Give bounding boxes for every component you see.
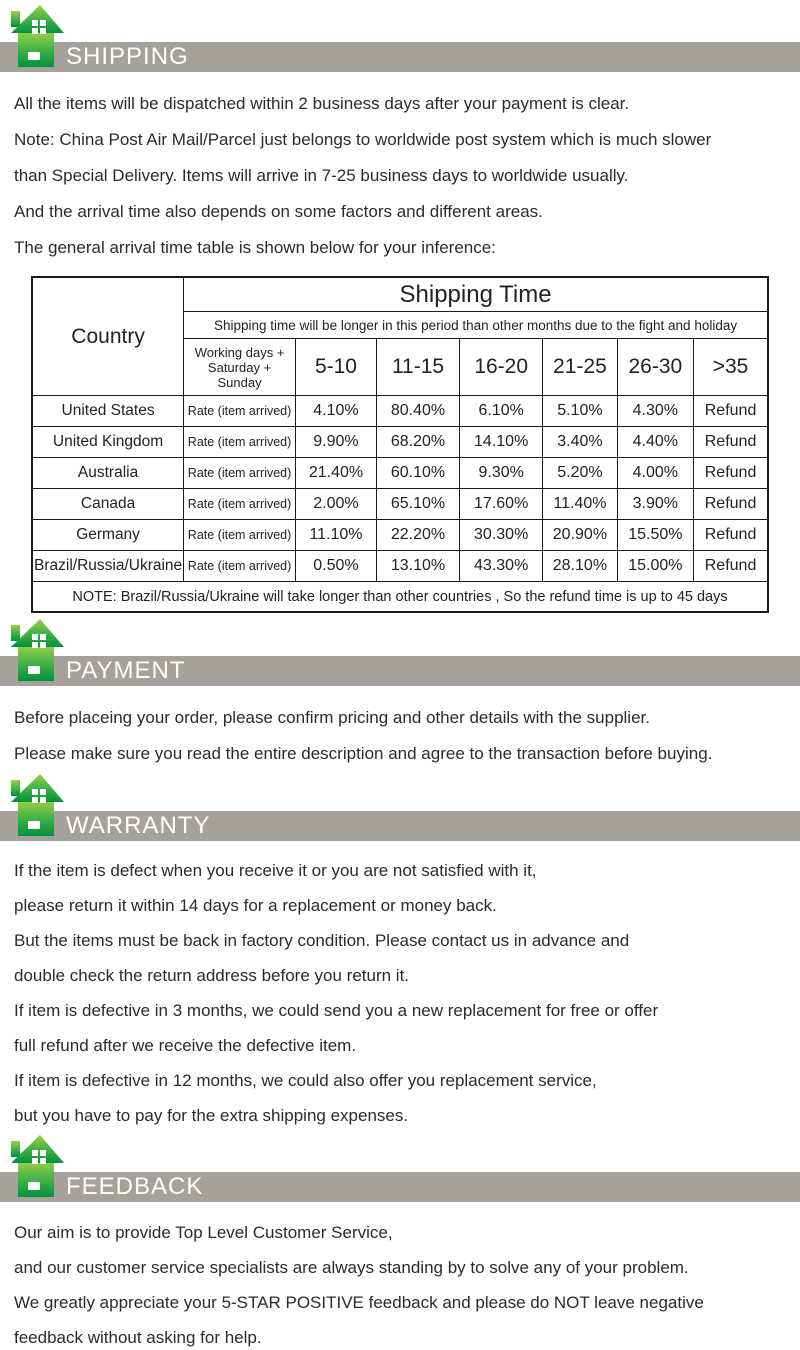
rate-value-cell: 4.40% (617, 427, 694, 458)
country-cell: Germany (32, 520, 184, 551)
table-subtitle-cell: Shipping time will be longer in this period than other months due to the fight and holiday (184, 312, 768, 339)
rate-value-cell: 14.10% (460, 427, 543, 458)
day-range-cell: 11-15 (376, 339, 459, 396)
rate-value-cell: 65.10% (376, 489, 459, 520)
paragraph-line: feedback without asking for help. (14, 1328, 262, 1347)
country-header-cell: Country (32, 277, 184, 396)
feedback-banner (0, 1172, 800, 1202)
rate-value-cell: 21.40% (295, 458, 376, 489)
table-header-row (32, 277, 768, 312)
rate-value-cell: 13.10% (376, 551, 459, 582)
rate-value-cell: 20.90% (543, 520, 617, 551)
table-row (32, 427, 768, 458)
paragraph-line: We greatly appreciate your 5-STAR POSITIVE feedback and please do NOT leave negative (14, 1293, 704, 1312)
warranty-banner (0, 811, 800, 841)
paragraph-line: The general arrival time table is shown below for your inference: (14, 238, 496, 257)
table-row (32, 396, 768, 427)
rate-value-cell: 4.30% (617, 396, 694, 427)
rate-value-cell: 22.20% (376, 520, 459, 551)
shipping-time-table (31, 276, 769, 613)
house-icon (8, 773, 65, 839)
refund-cell: Refund (694, 427, 768, 458)
shipping-banner (0, 42, 800, 72)
paragraph-line: And the arrival time also depends on some factors and different areas. (14, 202, 543, 221)
section-title-feedback: FEEDBACK (66, 1173, 204, 1200)
section-title-shipping: SHIPPING (66, 43, 189, 70)
rate-value-cell: 3.90% (617, 489, 694, 520)
rate-label-cell: Rate (item arrived) (184, 458, 296, 489)
working-days-header-cell: Working days + Saturday + Sunday (184, 339, 296, 396)
table-row (32, 489, 768, 520)
section-payment (0, 656, 800, 772)
rate-value-cell: 80.40% (376, 396, 459, 427)
rate-value-cell: 15.00% (617, 551, 694, 582)
rate-label-cell: Rate (item arrived) (184, 396, 296, 427)
house-icon (8, 4, 65, 70)
paragraph-line: full refund after we receive the defective item. (14, 1036, 357, 1055)
warranty-paragraphs (0, 841, 800, 1133)
table-row (32, 458, 768, 489)
country-cell: United Kingdom (32, 427, 184, 458)
paragraph-line: If item is defective in 3 months, we could send you a new replacement for free or offer (14, 1001, 659, 1020)
house-icon (8, 618, 65, 684)
rate-value-cell: 68.20% (376, 427, 459, 458)
paragraph-line: please return it within 14 days for a replacement or money back. (14, 896, 497, 915)
rate-value-cell: 4.00% (617, 458, 694, 489)
refund-cell: Refund (694, 396, 768, 427)
section-shipping (0, 42, 800, 613)
rate-label-cell: Rate (item arrived) (184, 520, 296, 551)
paragraph-line: Before placeing your order, please confirm pricing and other details with the supplier. (14, 708, 650, 727)
section-warranty (0, 811, 800, 1133)
rate-value-cell: 0.50% (295, 551, 376, 582)
table-row (32, 520, 768, 551)
rate-value-cell: 2.00% (295, 489, 376, 520)
house-icon (8, 1134, 65, 1200)
paragraph-line: Our aim is to provide Top Level Customer Service, (14, 1223, 393, 1242)
rate-value-cell: 9.30% (460, 458, 543, 489)
feedback-paragraphs (0, 1202, 800, 1350)
payment-banner (0, 656, 800, 686)
rate-value-cell: 6.10% (460, 396, 543, 427)
rate-value-cell: 30.30% (460, 520, 543, 551)
rate-value-cell: 15.50% (617, 520, 694, 551)
day-range-cell: 26-30 (617, 339, 694, 396)
rate-label-cell: Rate (item arrived) (184, 551, 296, 582)
table-title-cell: Shipping Time (184, 277, 768, 312)
rate-value-cell: 28.10% (543, 551, 617, 582)
day-range-cell: 5-10 (295, 339, 376, 396)
paragraph-line: than Special Delivery. Items will arrive in 7-25 business days to worldwide usually. (14, 166, 629, 185)
paragraph-line: All the items will be dispatched within 2 business days after your payment is clear. (14, 94, 630, 113)
rate-label-cell: Rate (item arrived) (184, 489, 296, 520)
rate-value-cell: 4.10% (295, 396, 376, 427)
rate-value-cell: 9.90% (295, 427, 376, 458)
paragraph-line: but you have to pay for the extra shipping expenses. (14, 1106, 409, 1125)
rate-label-cell: Rate (item arrived) (184, 427, 296, 458)
rate-value-cell: 11.10% (295, 520, 376, 551)
rate-value-cell: 5.10% (543, 396, 617, 427)
refund-cell: Refund (694, 520, 768, 551)
country-cell: United States (32, 396, 184, 427)
rate-value-cell: 3.40% (543, 427, 617, 458)
paragraph-line: double check the return address before you return it. (14, 966, 410, 985)
section-title-payment: PAYMENT (66, 657, 186, 684)
paragraph-line: Note: China Post Air Mail/Parcel just belongs to worldwide post system which is much slower (14, 130, 712, 149)
refund-cell: Refund (694, 551, 768, 582)
rate-value-cell: 11.40% (543, 489, 617, 520)
refund-cell: Refund (694, 458, 768, 489)
table-note-row (32, 582, 768, 613)
country-cell: Canada (32, 489, 184, 520)
table-note-cell: NOTE: Brazil/Russia/Ukraine will take longer than other countries , So the refund time is up to 45 days (32, 582, 768, 613)
rate-value-cell: 17.60% (460, 489, 543, 520)
section-feedback (0, 1172, 800, 1350)
day-range-cell: >35 (694, 339, 768, 396)
table-row (32, 551, 768, 582)
payment-paragraphs (0, 686, 800, 772)
paragraph-line: If the item is defect when you receive it or you are not satisfied with it, (14, 861, 537, 880)
paragraph-line: Please make sure you read the entire description and agree to the transaction before buying. (14, 744, 713, 763)
section-title-warranty: WARRANTY (66, 812, 211, 839)
paragraph-line: But the items must be back in factory condition. Please contact us in advance and (14, 931, 630, 950)
paragraph-line: If item is defective in 12 months, we could also offer you replacement service, (14, 1071, 597, 1090)
day-range-cell: 21-25 (543, 339, 617, 396)
rate-value-cell: 5.20% (543, 458, 617, 489)
country-cell: Australia (32, 458, 184, 489)
shipping-paragraphs (0, 72, 800, 266)
refund-cell: Refund (694, 489, 768, 520)
rate-value-cell: 43.30% (460, 551, 543, 582)
rate-value-cell: 60.10% (376, 458, 459, 489)
day-range-cell: 16-20 (460, 339, 543, 396)
paragraph-line: and our customer service specialists are always standing by to solve any of your problem. (14, 1258, 689, 1277)
country-cell: Brazil/Russia/Ukraine (32, 551, 184, 582)
